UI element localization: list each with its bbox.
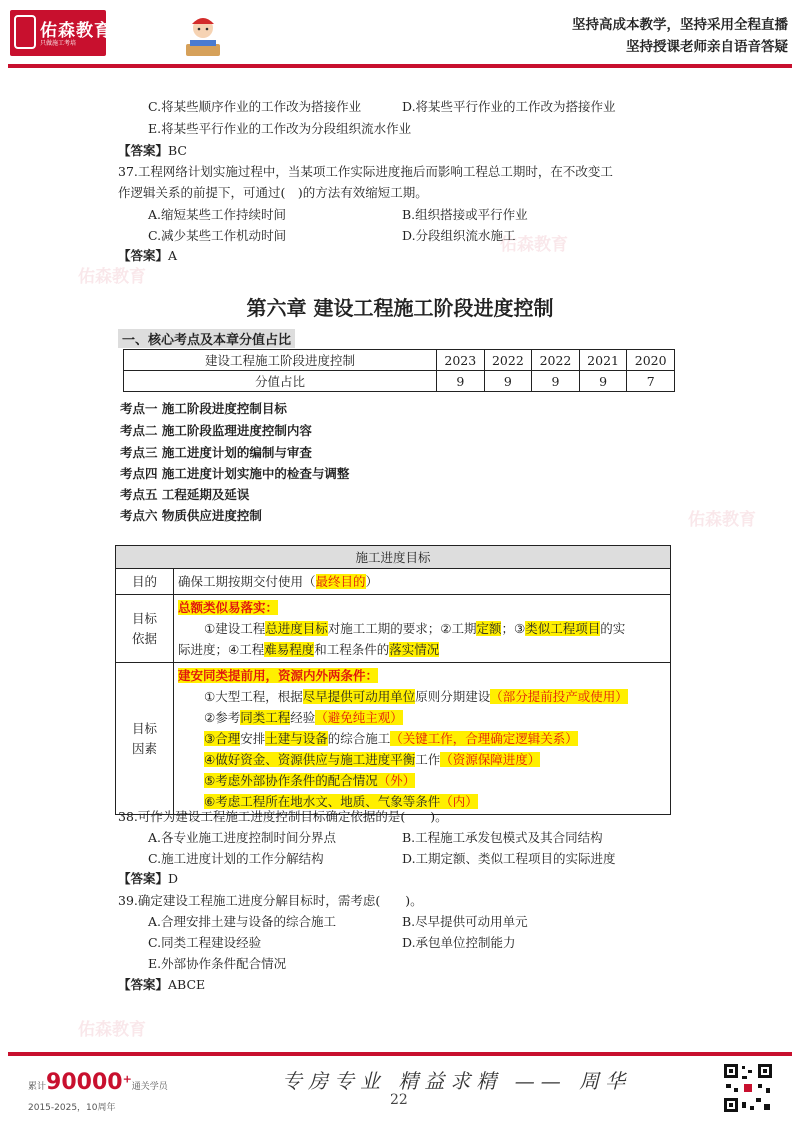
question-stem: 作逻辑关系的前提下，可通过( )的方法有效缩短工期。 bbox=[118, 185, 428, 200]
table-cell: 建设工程施工阶段进度控制 bbox=[124, 350, 437, 371]
cell-text: ②参考 bbox=[204, 710, 241, 725]
score-table bbox=[123, 349, 675, 392]
mnemonic-heading: 总额类似易落实： bbox=[178, 600, 279, 615]
student-count: 90000 bbox=[46, 1070, 123, 1095]
answer-line bbox=[118, 976, 205, 994]
option-b: B.工程施工承发包模式及其合同结构 bbox=[402, 830, 603, 845]
highlight-text: ④做好资金、资源供应与施工进度平衡 bbox=[204, 752, 416, 767]
cell-text: 的综合施工 bbox=[327, 731, 391, 746]
watermark: 佑森教育 bbox=[78, 1020, 146, 1040]
table-row bbox=[124, 371, 675, 392]
emphasis-text: （避免纯主观） bbox=[315, 710, 403, 725]
page-header bbox=[0, 0, 800, 70]
cell-text: 际进度；④工程 bbox=[178, 642, 265, 657]
table-cell: 9 bbox=[532, 371, 580, 392]
footer-signature: 专房专业 精益求精 —— 周华 bbox=[282, 1069, 632, 1093]
cell-text: ） bbox=[365, 574, 379, 589]
table-cell: 2020 bbox=[627, 350, 675, 371]
highlight-text: 尽早提供可动用单位 bbox=[302, 689, 416, 704]
question-stem: 39.确定建设工程施工进度分解目标时，需考虑( )。 bbox=[118, 893, 423, 908]
option-a: A.合理安排土建与设备的综合施工 bbox=[148, 914, 337, 929]
cell-text: 工作 bbox=[415, 752, 441, 767]
footer-years: 2015-2025，10周年 bbox=[28, 1103, 116, 1113]
row-label-line: 目标 bbox=[131, 720, 157, 736]
topic-item: 考点二 施工阶段监理进度控制内容 bbox=[120, 423, 312, 438]
row-label bbox=[116, 595, 174, 663]
row-label-line: 因素 bbox=[131, 740, 157, 756]
cell-text: 对施工工期的要求；②工期 bbox=[327, 621, 477, 636]
option-b: B.尽早提供可动用单元 bbox=[402, 914, 528, 929]
option-c: C.施工进度计划的工作分解结构 bbox=[148, 851, 324, 866]
footer-post: 通关学员 bbox=[131, 1082, 168, 1092]
highlight-text: ⑥考虑工程所在地水文、地质、气象等条件 bbox=[204, 794, 441, 809]
answer-label: 【答案】 bbox=[118, 871, 169, 886]
cell-text: 和工程条件的 bbox=[314, 642, 390, 657]
cell-text: ；③ bbox=[501, 621, 526, 636]
option-d: D.承包单位控制能力 bbox=[402, 935, 516, 950]
answer-label: 【答案】 bbox=[118, 977, 169, 992]
emphasis-text: （关键工作，合理确定逻辑关系） bbox=[390, 731, 578, 746]
table-title: 施工进度目标 bbox=[116, 546, 671, 569]
answer-value: A bbox=[168, 248, 178, 263]
emphasis-text: （外） bbox=[377, 773, 416, 788]
option-d: D.分段组织流水施工 bbox=[402, 228, 516, 243]
row-label-line: 依据 bbox=[131, 630, 157, 646]
table-cell: 2022 bbox=[484, 350, 532, 371]
topic-item: 考点六 物质供应进度控制 bbox=[120, 508, 262, 523]
highlight-text: 难易程度 bbox=[264, 642, 315, 657]
logo-name: 佑森教育 bbox=[40, 21, 112, 41]
cell-text: 经验 bbox=[290, 710, 316, 725]
watermark: 佑森教育 bbox=[78, 267, 146, 287]
mascot-icon bbox=[182, 10, 224, 60]
row-label: 目的 bbox=[116, 569, 174, 595]
option-c: C.将某些顺序作业的工作改为搭接作业 bbox=[148, 99, 362, 114]
answer-line bbox=[118, 247, 177, 265]
highlight-text: 类似工程项目 bbox=[525, 621, 601, 636]
emphasis-text: （资源保障进度） bbox=[440, 752, 541, 767]
table-row bbox=[116, 546, 671, 569]
logo-subtitle: 只做施工考培 bbox=[40, 40, 77, 47]
footer-divider bbox=[8, 1052, 792, 1056]
count-plus: + bbox=[122, 1072, 132, 1086]
cell-text: ①大型工程，根据 bbox=[204, 689, 303, 704]
answer-line bbox=[118, 870, 178, 888]
option-b: B.组织搭接或平行作业 bbox=[402, 207, 528, 222]
answer-label: 【答案】 bbox=[118, 143, 169, 158]
highlight-text: 总进度目标 bbox=[265, 621, 328, 636]
logo-emblem-icon bbox=[14, 15, 36, 49]
emphasis-text: （部分提前投产或使用） bbox=[490, 689, 628, 704]
table-row bbox=[116, 569, 671, 595]
chapter-title: 第六章 建设工程施工阶段进度控制 bbox=[246, 296, 554, 320]
section-heading: 一、核心考点及本章分值占比 bbox=[118, 329, 295, 348]
watermark: 佑森教育 bbox=[688, 510, 756, 530]
answer-value: D bbox=[168, 871, 179, 886]
watermark: 佑森教育 bbox=[500, 235, 568, 255]
table-cell bbox=[174, 569, 671, 595]
header-divider bbox=[8, 64, 792, 68]
highlight-text: ③合理 bbox=[204, 731, 241, 746]
cell-text: 的实 bbox=[600, 621, 626, 636]
qr-code-icon bbox=[722, 1062, 774, 1114]
table-cell: 2021 bbox=[579, 350, 627, 371]
highlight-text: 最终目的 bbox=[315, 574, 366, 589]
option-a: A.各专业施工进度控制时间分界点 bbox=[148, 830, 337, 845]
question-stem: 37.工程网络计划实施过程中，当某项工作实际进度拖后而影响工程总工期时，在不改变工 bbox=[118, 164, 613, 179]
row-label bbox=[116, 663, 174, 815]
table-cell: 9 bbox=[437, 371, 485, 392]
table-cell: 2022 bbox=[532, 350, 580, 371]
topic-item: 考点四 施工进度计划实施中的检查与调整 bbox=[120, 466, 350, 481]
cell-text: 安排 bbox=[240, 731, 266, 746]
highlight-text: 定额 bbox=[476, 621, 502, 636]
answer-value: ABCE bbox=[168, 977, 206, 992]
page-number: 22 bbox=[390, 1092, 408, 1108]
table-cell: 2023 bbox=[437, 350, 485, 371]
footer-pre: 累计 bbox=[28, 1082, 47, 1092]
table-row bbox=[116, 595, 671, 663]
table-row bbox=[124, 350, 675, 371]
highlight-text: ⑤考虑外部协作条件的配合情况 bbox=[204, 773, 378, 788]
target-table bbox=[115, 545, 671, 815]
answer-line bbox=[118, 142, 187, 160]
topic-item: 考点五 工程延期及延误 bbox=[120, 487, 250, 502]
row-label-line: 目标 bbox=[131, 610, 157, 626]
option-d: D.工期定额、类似工程项目的实际进度 bbox=[402, 851, 616, 866]
highlight-text: 同类工程 bbox=[240, 710, 291, 725]
emphasis-text: （内） bbox=[440, 794, 478, 809]
cell-text: ①建设工程 bbox=[204, 621, 266, 636]
question-stem: 38.可作为建设工程施工进度控制目标确定依据的是( )。 bbox=[118, 809, 448, 824]
table-cell: 7 bbox=[627, 371, 675, 392]
footer-stats bbox=[28, 1070, 168, 1095]
topic-item: 考点一 施工阶段进度控制目标 bbox=[120, 401, 287, 416]
option-d: D.将某些平行作业的工作改为搭接作业 bbox=[402, 99, 616, 114]
table-cell: 9 bbox=[484, 371, 532, 392]
option-e: E.将某些平行作业的工作改为分段组织流水作业 bbox=[148, 121, 412, 136]
header-slogan: 坚持高成本教学，坚持采用全程直播 bbox=[572, 17, 788, 33]
table-row bbox=[116, 663, 671, 815]
option-c: C.减少某些工作机动时间 bbox=[148, 228, 287, 243]
cell-text: 确保工期按期交付使用（ bbox=[178, 574, 316, 589]
highlight-text: 落实情况 bbox=[389, 642, 440, 657]
header-slogan: 坚持授课老师亲自语音答疑 bbox=[626, 39, 788, 55]
table-cell bbox=[174, 595, 671, 663]
option-c: C.同类工程建设经验 bbox=[148, 935, 262, 950]
option-a: A.缩短某些工作持续时间 bbox=[148, 207, 287, 222]
cell-text: 原则分期建设 bbox=[415, 689, 491, 704]
table-cell: 分值占比 bbox=[124, 371, 437, 392]
mnemonic-heading: 建安同类提前用，资源内外两条件： bbox=[178, 668, 379, 683]
table-cell: 9 bbox=[579, 371, 627, 392]
option-e: E.外部协作条件配合情况 bbox=[148, 956, 287, 971]
table-cell bbox=[174, 663, 671, 815]
topic-item: 考点三 施工进度计划的编制与审查 bbox=[120, 445, 312, 460]
highlight-text: 土建与设备 bbox=[265, 731, 328, 746]
answer-label: 【答案】 bbox=[118, 248, 169, 263]
answer-value: BC bbox=[168, 143, 187, 158]
